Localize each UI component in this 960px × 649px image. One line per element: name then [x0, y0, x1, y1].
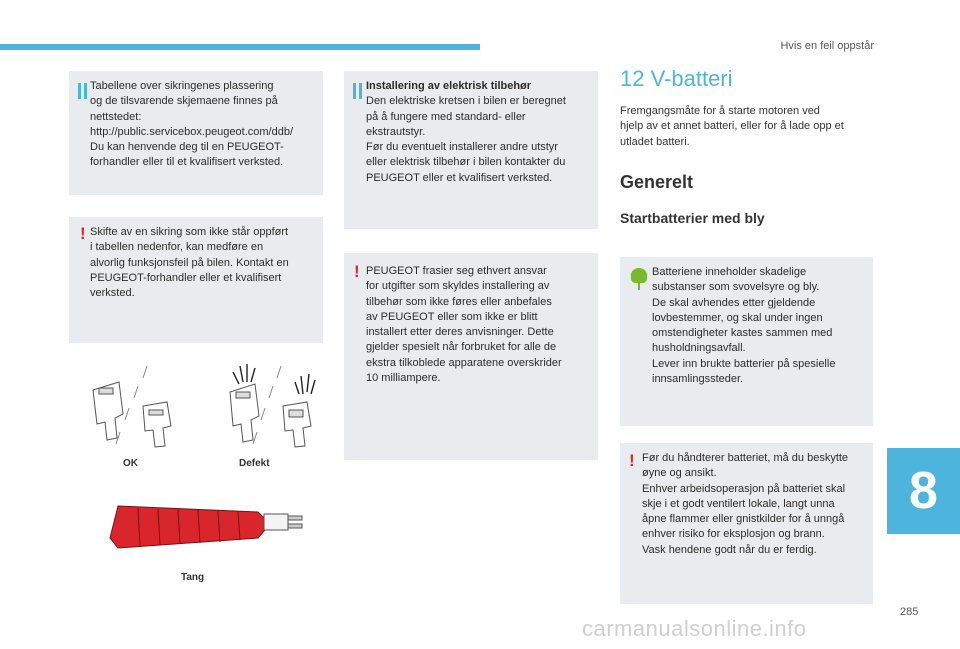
accessory-info-box	[344, 71, 598, 229]
info-icon	[353, 83, 356, 99]
watermark: carmanualsonline.info	[582, 616, 807, 641]
accessory-info-heading: Installering av elektrisk tilbehør	[366, 80, 532, 92]
warning-icon: !	[80, 224, 86, 243]
tang-label: Tang	[181, 572, 205, 583]
warning-icon: !	[354, 262, 360, 281]
info-icon-bar	[84, 83, 87, 99]
fuse-illustration	[85, 352, 325, 462]
page-number: 285	[900, 606, 919, 618]
fuse-pliers-icon	[108, 494, 308, 554]
info-icon-bar	[359, 83, 362, 99]
environment-info-text: Batteriene inneholder skadelige substanser som svovelsyre og bly. De skal avhendes etter gjeldende lovbestemmer, og skal under ingen omstendigheter kastes sammen med husholdningsavfall. Lever inn brukte batterier på spesielle innsamlingssteder.	[652, 266, 836, 386]
environment-tree-icon	[629, 267, 649, 291]
accessory-warning-box	[344, 253, 598, 460]
subheading: Startbatterier med bly	[620, 210, 765, 226]
accessory-info-text	[366, 79, 596, 186]
accessory-info-body: Den elektriske kretsen i bilen er beregnet på å fungere med standard- eller ekstrautstyr. Før du eventuelt installerer andre utstyr eller elektrisk tilbehør i bilen kontakter du PEUGEOT eller et kvalifisert verksted.	[366, 95, 566, 184]
info-icon	[78, 83, 81, 99]
battery-intro: Fremgangsmåte for å starte motoren ved hjelp av et annet batteri, eller for å lade opp et utladet batteri.	[620, 105, 844, 148]
ok-label: OK	[123, 458, 138, 469]
fuse-warning-box	[69, 217, 323, 343]
defekt-label: Defekt	[239, 458, 270, 469]
chapter-tab: 8	[887, 448, 960, 534]
section-title: Hvis en feil oppstår	[780, 40, 874, 52]
battery-warning-box	[620, 443, 873, 604]
defective-fuses-icon	[230, 364, 315, 447]
environment-info-box	[620, 257, 873, 426]
fuse-table-info-text: Tabellene over sikringenes plassering og de tilsvarende skjemaene finnes på nettstedet: http://public.servicebox.peugeot.com/ddb/ Du kan henvende deg til en PEUGEOT- forhandler eller til et kvalifisert verksted.	[90, 80, 294, 169]
header-accent-bar	[0, 44, 480, 50]
section-heading: Generelt	[620, 172, 694, 192]
fuse-table-info-box	[69, 71, 323, 195]
battery-title: 12 V-batteri	[620, 66, 733, 91]
ok-fuses-icon	[93, 366, 171, 447]
fuse-warning-text: Skifte av en sikring som ikke står oppført i tabellen nedenfor, kan medføre en alvorlig funksjonsfeil på bilen. Kontakt en PEUGEOT-forhandler eller et kvalifisert verksted.	[90, 226, 289, 300]
accessory-warning-text: PEUGEOT frasier seg ethvert ansvar for utgifter som skyldes installering av tilbehør som ikke føres eller anbefales av PEUGEOT eller som ikke er blitt installert etter deres anvisninger. Dette gjelder spesielt når forbruket for alle de ekstra tilkoblede apparatene overskrider 10 milliampere.	[366, 265, 562, 385]
battery-warning-text: Før du håndterer batteriet, må du beskytte øyne og ansikt. Enhver arbeidsoperasjon på batteriet skal skje i et godt ventilert lokale, langt unna åpne flammer eller gnistkilder for å unngå enhver risiko for eksplosjon og brann. Vask hendene godt når du er ferdig.	[642, 452, 849, 556]
warning-icon: !	[629, 451, 635, 470]
